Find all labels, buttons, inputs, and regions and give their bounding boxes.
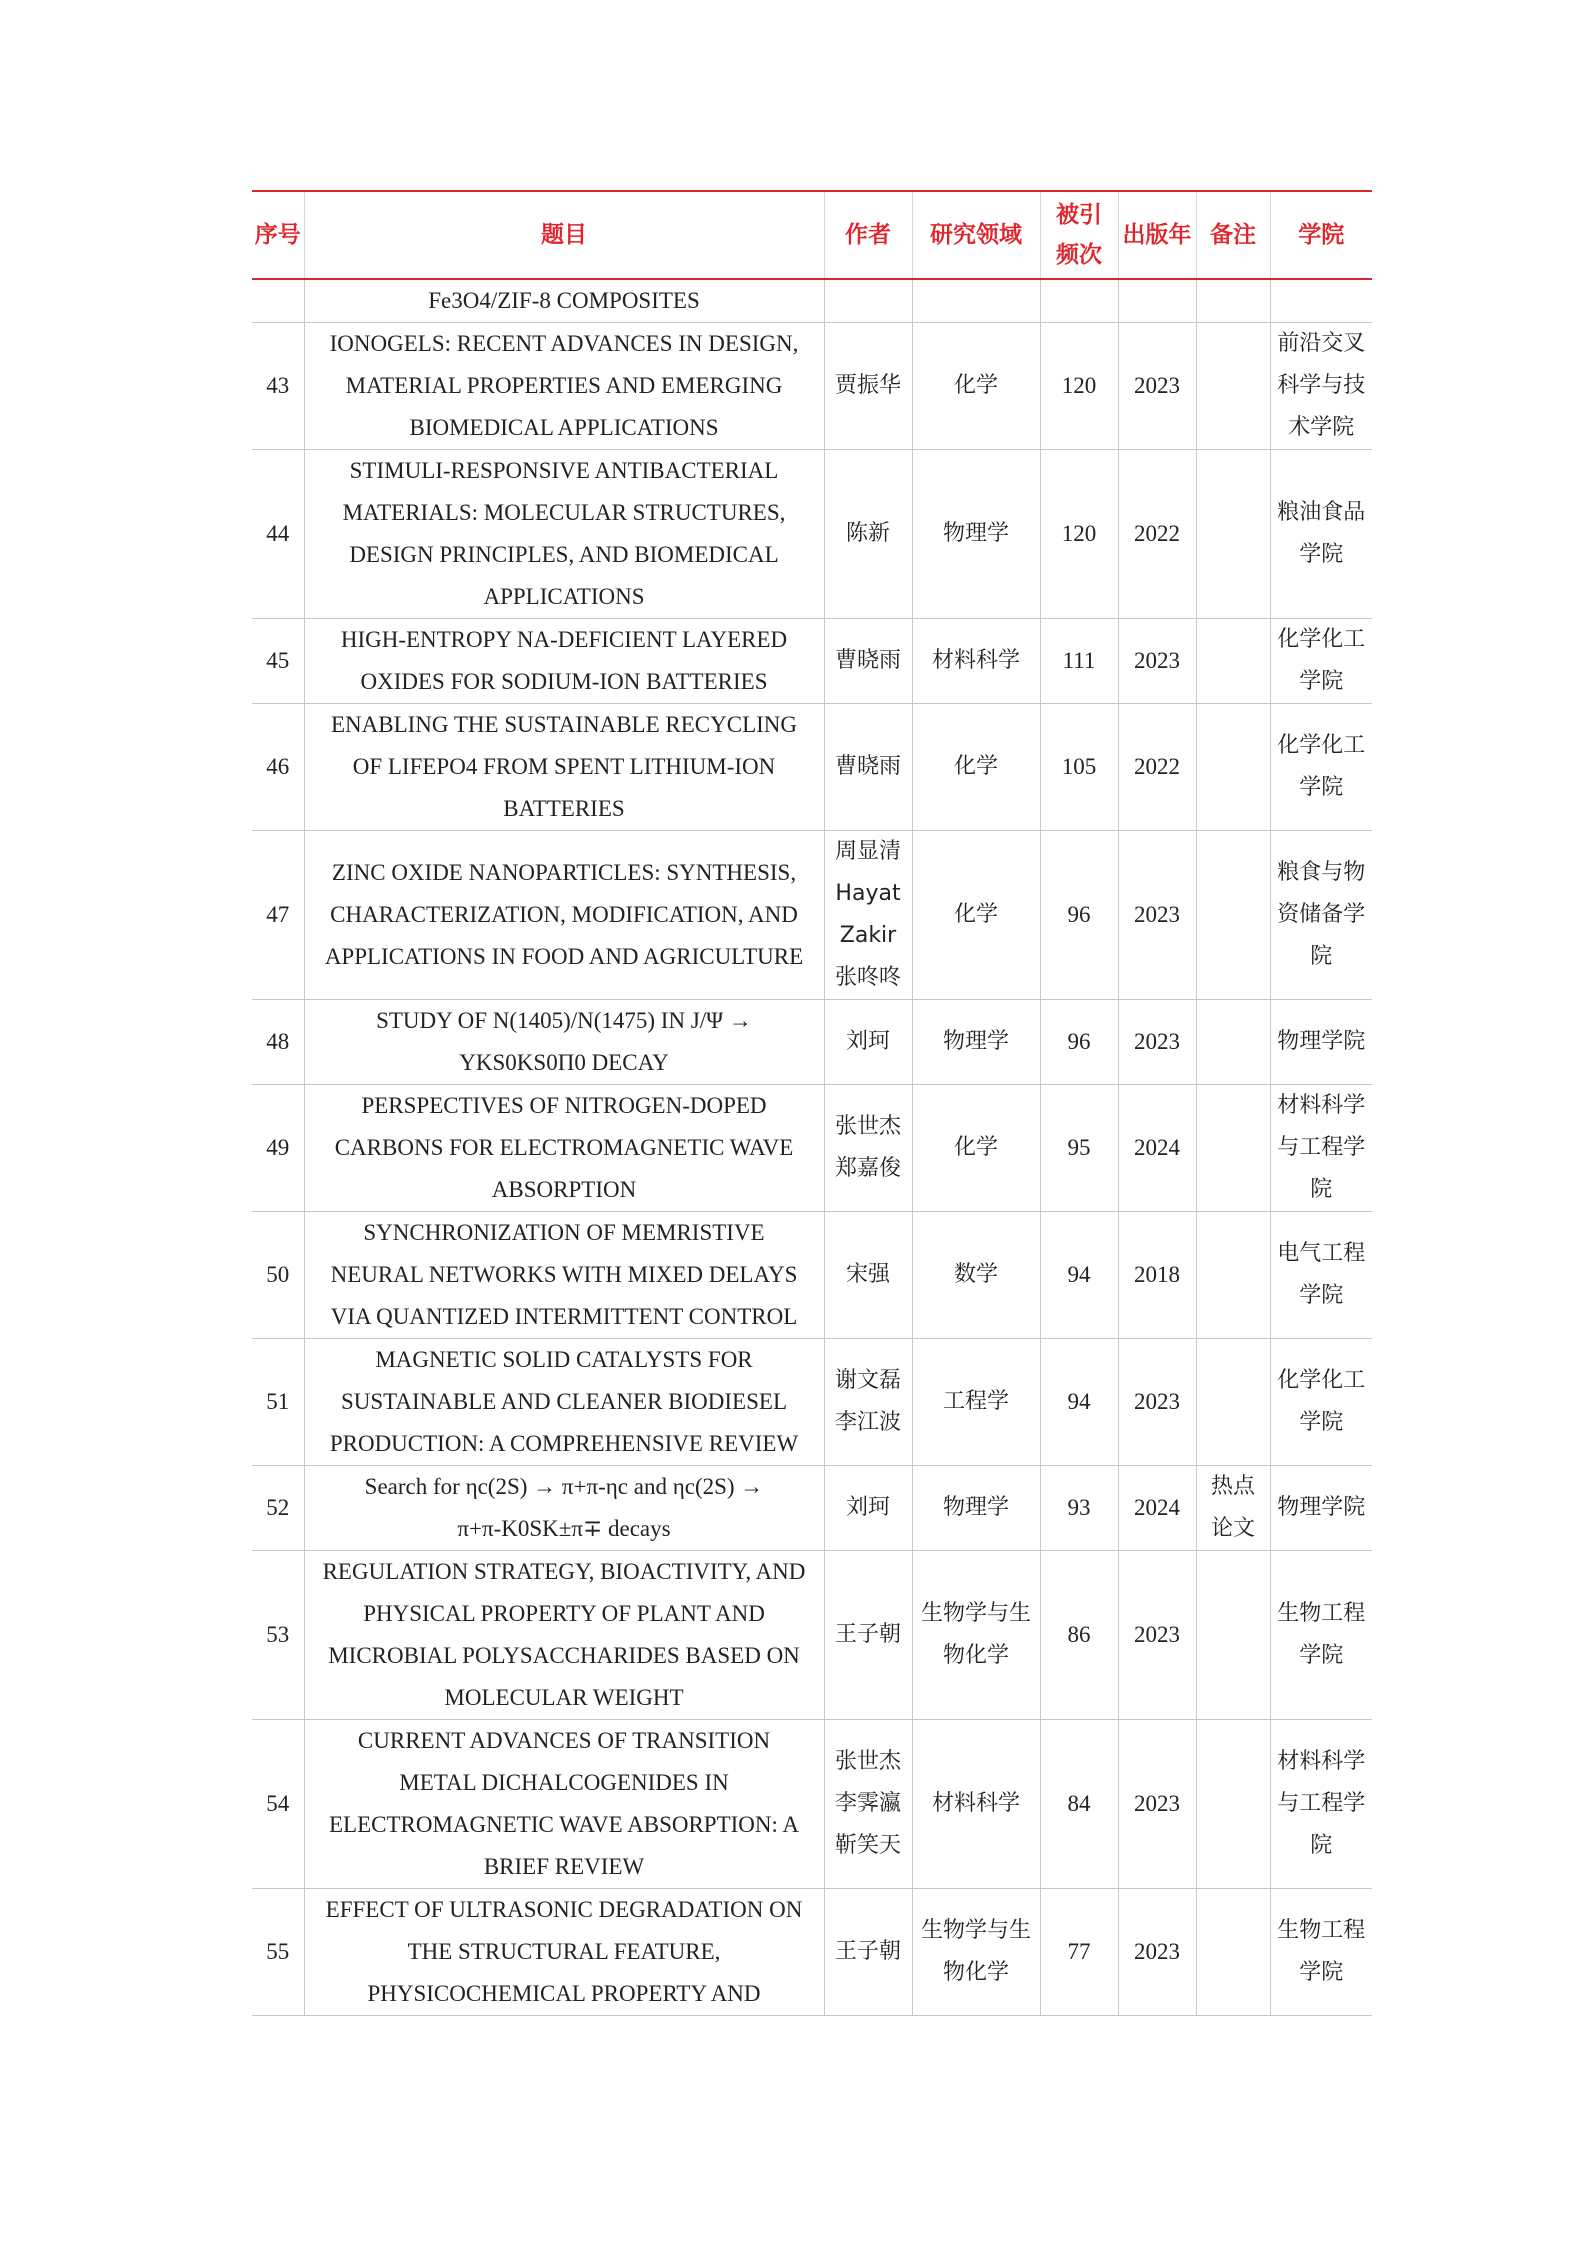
cell-school-line: 学院 [1299, 1960, 1344, 1985]
cell-citations: 105 [1040, 704, 1118, 831]
cell-no: 55 [252, 1889, 304, 2016]
cell-field [912, 619, 1040, 704]
cell-school [1270, 1551, 1372, 1720]
cell-school-line: 粮油食品 [1277, 500, 1366, 525]
cell-note [1196, 1212, 1270, 1339]
cell-title-line: CURRENT ADVANCES OF TRANSITION [357, 1728, 771, 1753]
cell-author [824, 1212, 912, 1339]
header-field: 研究领域 [912, 191, 1040, 279]
cell-year: 2018 [1118, 1212, 1196, 1339]
cell-title-line: THE STRUCTURAL FEATURE, [407, 1939, 721, 1964]
cell-school [1270, 1212, 1372, 1339]
cell-school [1270, 1339, 1372, 1466]
cell-note [1196, 831, 1270, 1000]
cell-author-line: 宋强 [845, 1262, 890, 1287]
header-title: 题目 [304, 191, 824, 279]
cell-author-line: 张世杰 [834, 1749, 901, 1774]
cell-field-line: 数学 [953, 1262, 998, 1287]
cell-note [1196, 619, 1270, 704]
cell-school-line: 材料科学 [1277, 1093, 1366, 1118]
cell-author-line: 刘珂 [845, 1495, 890, 1520]
header-note: 备注 [1196, 191, 1270, 279]
cell-citations: 94 [1040, 1212, 1118, 1339]
cell-no: 45 [252, 619, 304, 704]
cell-title [304, 1000, 824, 1085]
cell-author [824, 279, 912, 323]
cell-author-line: 李江波 [834, 1410, 901, 1435]
cell-field [912, 1339, 1040, 1466]
cell-school [1270, 1466, 1372, 1551]
cell-title [304, 279, 824, 323]
cell-school [1270, 1000, 1372, 1085]
cell-no: 43 [252, 323, 304, 450]
cell-school [1270, 831, 1372, 1000]
cell-field-line: 化学 [953, 754, 998, 779]
cell-title-line: SYNCHRONIZATION OF MEMRISTIVE [363, 1220, 765, 1245]
cell-note [1196, 1720, 1270, 1889]
cell-author [824, 1720, 912, 1889]
cell-author [824, 1551, 912, 1720]
cell-citations: 120 [1040, 323, 1118, 450]
cell-year: 2023 [1118, 619, 1196, 704]
cell-field-line: 物理学 [942, 1029, 1009, 1054]
table-header-row [252, 191, 1372, 279]
cell-author [824, 619, 912, 704]
cell-author-line: 贾振华 [834, 373, 901, 398]
cell-author-line: 周显清 [834, 839, 901, 864]
cell-note [1196, 1085, 1270, 1212]
cell-school-line: 学院 [1299, 1283, 1344, 1308]
cell-title [304, 1085, 824, 1212]
table-row [252, 1889, 1372, 2016]
cell-year: 2023 [1118, 1551, 1196, 1720]
cell-field [912, 1085, 1040, 1212]
table-body [252, 279, 1372, 2016]
cell-title-line: CHARACTERIZATION, MODIFICATION, AND [330, 902, 798, 927]
cell-school-line: 科学与技 [1277, 373, 1366, 398]
cell-field-line: 物理学 [942, 1495, 1009, 1520]
cell-field [912, 1889, 1040, 2016]
cell-year: 2022 [1118, 704, 1196, 831]
cell-title-line: Search for ηc(2S) → π+π-ηc and ηc(2S) → [364, 1474, 764, 1499]
cell-no: 52 [252, 1466, 304, 1551]
cell-school-line: 术学院 [1288, 415, 1355, 440]
cell-title-line: YKS0KS0Π0 DECAY [459, 1050, 669, 1075]
cell-school-line: 与工程学 [1277, 1791, 1366, 1816]
cell-school-line: 生物工程 [1277, 1918, 1366, 1943]
cell-school-line: 学院 [1299, 1643, 1344, 1668]
cell-citations: 120 [1040, 450, 1118, 619]
cell-title-line: MATERIALS: MOLECULAR STRUCTURES, [342, 500, 786, 525]
cell-title-line: STUDY OF N(1405)/N(1475) IN J/Ψ → [376, 1008, 752, 1033]
cell-title [304, 1720, 824, 1889]
papers-table [252, 190, 1372, 2016]
cell-school-line: 物理学院 [1277, 1495, 1366, 1520]
cell-title [304, 1466, 824, 1551]
table-row [252, 1720, 1372, 1889]
cell-field [912, 450, 1040, 619]
cell-school-line: 学院 [1299, 1410, 1344, 1435]
cell-note [1196, 1339, 1270, 1466]
cell-title-line: ABSORPTION [491, 1177, 637, 1202]
cell-school [1270, 1085, 1372, 1212]
cell-field [912, 1466, 1040, 1551]
cell-year: 2023 [1118, 323, 1196, 450]
cell-field [912, 1720, 1040, 1889]
cell-title-line: NEURAL NETWORKS WITH MIXED DELAYS [330, 1262, 798, 1287]
cell-no: 46 [252, 704, 304, 831]
cell-title [304, 1339, 824, 1466]
cell-no: 53 [252, 1551, 304, 1720]
cell-no: 47 [252, 831, 304, 1000]
cell-author-line: Hayat [835, 881, 901, 906]
cell-field-line: 物化学 [942, 1960, 1009, 1985]
header-citations-line1: 被引 [1056, 202, 1102, 228]
cell-field-line: 生物学与生 [920, 1918, 1031, 1943]
cell-school [1270, 323, 1372, 450]
cell-school [1270, 1720, 1372, 1889]
cell-title [304, 831, 824, 1000]
cell-author-line: 张咚咚 [834, 965, 901, 990]
cell-author-line: 王子朝 [834, 1622, 901, 1647]
cell-school [1270, 1889, 1372, 2016]
cell-school [1270, 450, 1372, 619]
table-row [252, 1000, 1372, 1085]
cell-title-line: MOLECULAR WEIGHT [444, 1685, 684, 1710]
cell-title [304, 323, 824, 450]
cell-author [824, 1339, 912, 1466]
cell-school-line: 院 [1310, 1833, 1333, 1858]
cell-title-line: HIGH-ENTROPY NA-DEFICIENT LAYERED [340, 627, 788, 652]
cell-citations: 96 [1040, 1000, 1118, 1085]
cell-title-line: π+π-K0SK±π∓ decays [457, 1516, 671, 1541]
cell-title-line: BRIEF REVIEW [483, 1854, 645, 1879]
cell-title-line: STIMULI-RESPONSIVE ANTIBACTERIAL [349, 458, 779, 483]
cell-author-line: 谢文磊 [834, 1368, 901, 1393]
cell-author [824, 831, 912, 1000]
header-year: 出版年 [1118, 191, 1196, 279]
cell-author-line: Zakir [839, 923, 897, 948]
cell-author [824, 1466, 912, 1551]
cell-author-line: 曹晓雨 [834, 754, 901, 779]
cell-title-line: MAGNETIC SOLID CATALYSTS FOR [375, 1347, 753, 1372]
table-row [252, 1212, 1372, 1339]
header-citations-line2: 频次 [1056, 242, 1102, 268]
cell-title [304, 619, 824, 704]
table-row [252, 619, 1372, 704]
cell-school-line: 化学化工 [1277, 627, 1366, 652]
cell-author-line: 王子朝 [834, 1939, 901, 1964]
cell-field-line: 化学 [953, 1135, 998, 1160]
cell-school-line: 物理学院 [1277, 1029, 1366, 1054]
cell-field [912, 323, 1040, 450]
cell-title-line: METAL DICHALCOGENIDES IN [399, 1770, 729, 1795]
cell-title-line: CARBONS FOR ELECTROMAGNETIC WAVE [334, 1135, 794, 1160]
cell-author-line: 郑嘉俊 [834, 1156, 901, 1181]
cell-no: 51 [252, 1339, 304, 1466]
cell-author-line: 靳笑天 [834, 1833, 901, 1858]
cell-title-line: ENABLING THE SUSTAINABLE RECYCLING [330, 712, 798, 737]
cell-field [912, 1551, 1040, 1720]
cell-citations: 94 [1040, 1339, 1118, 1466]
header-author: 作者 [824, 191, 912, 279]
cell-school-line: 粮食与物 [1277, 860, 1366, 885]
cell-title-line: EFFECT OF ULTRASONIC DEGRADATION ON [325, 1897, 803, 1922]
cell-note [1196, 279, 1270, 323]
cell-year: 2024 [1118, 1466, 1196, 1551]
cell-field [912, 279, 1040, 323]
cell-citations: 95 [1040, 1085, 1118, 1212]
cell-author [824, 323, 912, 450]
cell-title-line: OF LIFEPO4 FROM SPENT LITHIUM-ION [352, 754, 776, 779]
cell-title-line: BATTERIES [503, 796, 625, 821]
cell-field-line: 物化学 [942, 1643, 1009, 1668]
cell-year: 2023 [1118, 1889, 1196, 2016]
cell-note [1196, 1466, 1270, 1551]
table-row [252, 831, 1372, 1000]
cell-author-line: 张世杰 [834, 1114, 901, 1139]
cell-school [1270, 279, 1372, 323]
cell-title [304, 1889, 824, 2016]
cell-year: 2023 [1118, 1720, 1196, 1889]
cell-author [824, 704, 912, 831]
cell-field [912, 831, 1040, 1000]
cell-field-line: 工程学 [942, 1389, 1009, 1414]
cell-field [912, 1212, 1040, 1339]
cell-title-line: APPLICATIONS [483, 584, 645, 609]
cell-title-line: PRODUCTION: A COMPREHENSIVE REVIEW [329, 1431, 799, 1456]
cell-school-line: 学院 [1299, 542, 1344, 567]
cell-citations: 93 [1040, 1466, 1118, 1551]
cell-field-line: 材料科学 [931, 648, 1020, 673]
cell-title [304, 450, 824, 619]
table-row [252, 279, 1372, 323]
cell-year: 2023 [1118, 1339, 1196, 1466]
cell-title-line: PHYSICOCHEMICAL PROPERTY AND [367, 1981, 761, 2006]
cell-no: 50 [252, 1212, 304, 1339]
cell-school-line: 学院 [1299, 669, 1344, 694]
cell-title-line: SUSTAINABLE AND CLEANER BIODIESEL [340, 1389, 787, 1414]
cell-title-line: BIOMEDICAL APPLICATIONS [409, 415, 719, 440]
cell-title [304, 1551, 824, 1720]
cell-no [252, 279, 304, 323]
cell-title-line: MATERIAL PROPERTIES AND EMERGING [345, 373, 783, 398]
header-citations [1040, 191, 1118, 279]
cell-no: 54 [252, 1720, 304, 1889]
table-row [252, 1339, 1372, 1466]
cell-title-line: OXIDES FOR SODIUM-ION BATTERIES [360, 669, 768, 694]
cell-note [1196, 450, 1270, 619]
cell-field [912, 1000, 1040, 1085]
cell-field-line: 材料科学 [931, 1791, 1020, 1816]
cell-citations [1040, 279, 1118, 323]
cell-title-line: DESIGN PRINCIPLES, AND BIOMEDICAL [349, 542, 779, 567]
cell-field-line: 化学 [953, 373, 998, 398]
cell-citations: 96 [1040, 831, 1118, 1000]
cell-school-line: 资储备学 [1277, 902, 1366, 927]
cell-note-line: 论文 [1210, 1516, 1255, 1541]
cell-author [824, 1085, 912, 1212]
cell-note [1196, 1551, 1270, 1720]
cell-note-line: 热点 [1210, 1474, 1255, 1499]
cell-no: 44 [252, 450, 304, 619]
table-row [252, 450, 1372, 619]
cell-author-line: 曹晓雨 [834, 648, 901, 673]
cell-note [1196, 1000, 1270, 1085]
table-row [252, 1085, 1372, 1212]
cell-school-line: 生物工程 [1277, 1601, 1366, 1626]
cell-title-line: REGULATION STRATEGY, BIOACTIVITY, AND [322, 1559, 806, 1584]
cell-note [1196, 1889, 1270, 2016]
cell-field-line: 生物学与生 [920, 1601, 1031, 1626]
cell-title-line: MICROBIAL POLYSACCHARIDES BASED ON [328, 1643, 800, 1668]
cell-title-line: ZINC OXIDE NANOPARTICLES: SYNTHESIS, [331, 860, 797, 885]
cell-citations: 84 [1040, 1720, 1118, 1889]
table-row [252, 1551, 1372, 1720]
cell-author-line: 陈新 [845, 521, 890, 546]
cell-title [304, 704, 824, 831]
cell-no: 48 [252, 1000, 304, 1085]
cell-no: 49 [252, 1085, 304, 1212]
cell-title-line: APPLICATIONS IN FOOD AND AGRICULTURE [324, 944, 804, 969]
cell-author [824, 450, 912, 619]
cell-title-line: PHYSICAL PROPERTY OF PLANT AND [363, 1601, 765, 1626]
cell-note [1196, 323, 1270, 450]
header-school: 学院 [1270, 191, 1372, 279]
cell-school-line: 前沿交叉 [1277, 331, 1366, 356]
cell-author-line: 李霁瀛 [834, 1791, 901, 1816]
table-row [252, 704, 1372, 831]
cell-school-line: 电气工程 [1277, 1241, 1366, 1266]
cell-field-line: 物理学 [942, 521, 1009, 546]
cell-author [824, 1889, 912, 2016]
cell-year: 2023 [1118, 1000, 1196, 1085]
cell-citations: 86 [1040, 1551, 1118, 1720]
cell-field [912, 704, 1040, 831]
cell-year: 2024 [1118, 1085, 1196, 1212]
cell-citations: 77 [1040, 1889, 1118, 2016]
cell-school-line: 材料科学 [1277, 1749, 1366, 1774]
cell-title-line: IONOGELS: RECENT ADVANCES IN DESIGN, [329, 331, 799, 356]
cell-school-line: 化学化工 [1277, 1368, 1366, 1393]
cell-title-line: PERSPECTIVES OF NITROGEN-DOPED [361, 1093, 767, 1118]
cell-year: 2023 [1118, 831, 1196, 1000]
cell-title-line: Fe3O4/ZIF-8 COMPOSITES [428, 288, 700, 313]
cell-year: 2022 [1118, 450, 1196, 619]
cell-school-line: 院 [1310, 1177, 1333, 1202]
cell-field-line: 化学 [953, 902, 998, 927]
cell-author [824, 1000, 912, 1085]
cell-title [304, 1212, 824, 1339]
table-row [252, 1466, 1372, 1551]
cell-school-line: 与工程学 [1277, 1135, 1366, 1160]
cell-citations: 111 [1040, 619, 1118, 704]
header-no: 序号 [254, 222, 301, 248]
cell-title-line: ELECTROMAGNETIC WAVE ABSORPTION: A [328, 1812, 800, 1837]
cell-year [1118, 279, 1196, 323]
cell-note [1196, 704, 1270, 831]
cell-school [1270, 704, 1372, 831]
cell-school-line: 化学化工 [1277, 733, 1366, 758]
cell-title-line: VIA QUANTIZED INTERMITTENT CONTROL [330, 1304, 798, 1329]
cell-school [1270, 619, 1372, 704]
cell-author-line: 刘珂 [845, 1029, 890, 1054]
cell-school-line: 学院 [1299, 775, 1344, 800]
table-row [252, 323, 1372, 450]
cell-school-line: 院 [1310, 944, 1333, 969]
